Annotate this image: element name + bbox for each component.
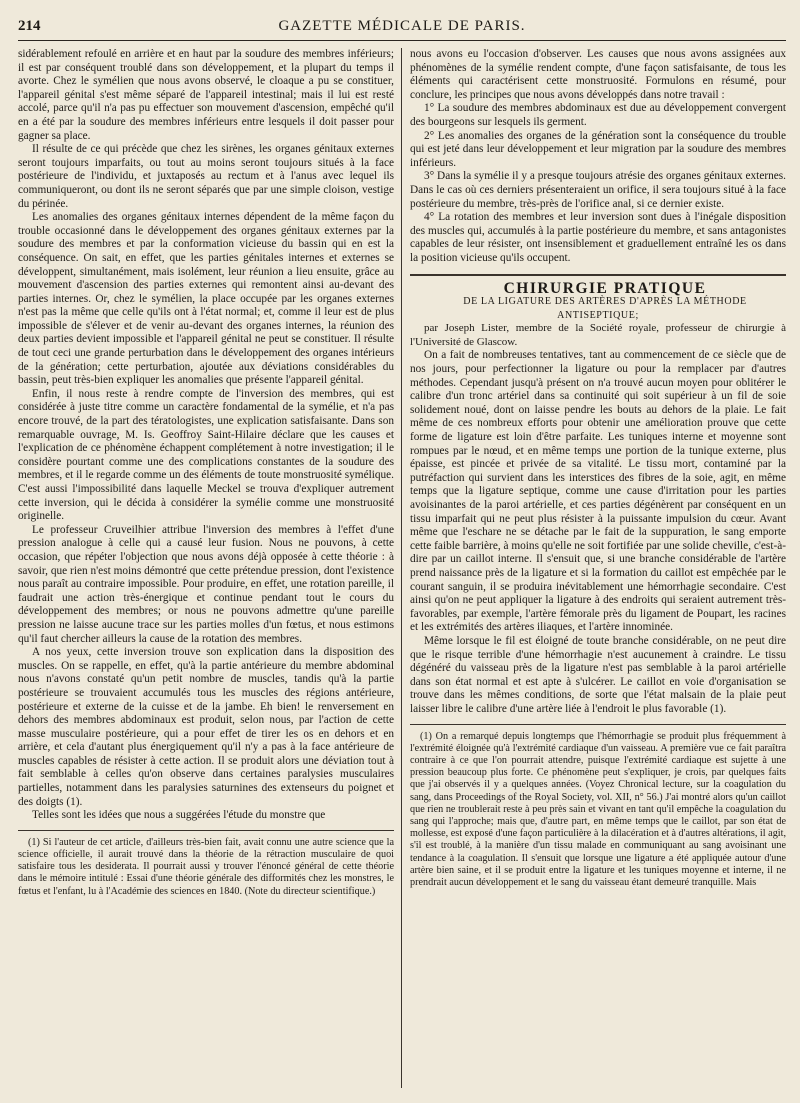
page-number: 214	[18, 18, 41, 34]
conclusions-list	[410, 102, 786, 265]
columns	[18, 48, 786, 1088]
conclusion-item: 3° Dans la symélie il y a presque toujours atrésie des organes génitaux externes. Dans le cas où ces derniers présenteraient un orifice, il sera toujours situé à la face postérieure du membre, très-près de l'orifice anal, si ce dernier existe.	[410, 170, 786, 210]
left-column	[18, 48, 394, 898]
conclusion-item: 1° La soudure des membres abdominaux est due au développement convergent des bourgeons sur lesquels ils germent.	[410, 102, 786, 128]
left-footnote-text: (1) Si l'auteur de cet article, d'ailleurs très-bien fait, avait connu une autre science que la science officielle, il aurait trouvé dans la théorie de la rétraction musculaire de quoi satisfaire tous les desiderata. Il pourrait aussi y trouver l'énoncé général de cette théorie dans le mémoire intitulé : Essai d'une théorie générale des difformités chez les monstres, le fœtus et l'enfant, lu à l'Académie des sciences en 1840. (Note du directeur scientifique.)	[18, 836, 394, 897]
article-paragraph-2: Même lorsque le fil est éloigné de toute branche considérable, on ne peut dire que le risque terrible d'une hémorrhagie n'est aucunement à craindre. Le tissu dégénéré du vaisseau près de la ligature n'est pas semblable à la paroi artérielle dans son état normal et est apte à s'ulcérer. Le caillot en voie d'organisation se trouve dans les mêmes conditions, de sorte que l'état malsain de la plaie peut laisser libre le calibre d'une artère liée à l'endroit le plus favorable (1).	[410, 634, 786, 715]
section-title: CHIRURGIE PRATIQUE	[503, 279, 707, 297]
newspaper-page	[18, 14, 786, 1094]
column-divider	[401, 48, 402, 1088]
right-footnote-text: (1) On a remarqué depuis longtemps que l'hémorrhagie se produit plus fréquemment à l'extrémité éloignée qu'à l'extrémité cardiaque d'un vaisseau. A première vue ce fait paraîtra contraire à ce que l'on pourrait attendre, puisque l'extrémité cardiaque est sujette à une pression beaucoup plus forte. Ce phénomène peut s'expliquer, je crois, par quelques faits que j'ai observés il y a quelques années. (Voyez Chronical lecture, sur la coagulation du sang, dans Proceedings of the Royal Society, vol. XII, n° 56.) J'ai montré alors qu'un caillot que rien ne troublerait reste à peu près sain et vivant en tant qu'il empêche la coagulation du sang qui l'approche; mais que, d'autre part, en même temps que le caillot, par son état de mollesse, est exposé d'une façon particulière à la dilacération et à d'autres altérations, il agit, s'il est troublé, à la manière d'un tissu malade en communiquant au sang avoisinant une tendance à la coagulation. Il s'ensuit que lorsque une ligature a été appliquée autour d'une artère bien saine, et il se produit entre la ligature et les tuniques moyenne et interne, il ne prendrait aucun développement et le sang du vaisseau étant demeuré tranquille. Mais	[410, 730, 786, 888]
footnote-rule	[410, 724, 786, 725]
publication-title: GAZETTE MÉDICALE DE PARIS.	[278, 18, 526, 34]
page-header	[18, 14, 786, 41]
article-subtitle: DE LA LIGATURE DES ARTÈRES D'APRÈS LA MÉTHODE ANTISEPTIQUE;	[463, 296, 747, 321]
left-paragraph-2: Il résulte de ce qui précède que chez les sirènes, les organes génitaux externes seront toujours imparfaits, ou tout au moins seront toujours situés à la face postérieure de l'individu, et juxtaposés au rectum et à l'anus avec lequel ils communiqueront, ou dont ils ne seront séparés que par une simple cloison, vestige du périnée.	[18, 143, 394, 210]
conclusion-item: 2° Les anomalies des organes de la génération sont la conséquence du trouble qui est jeté dans leur développement et leur migration par la soudure des membres inférieurs.	[410, 129, 786, 169]
right-column	[410, 48, 786, 889]
left-paragraph-6: A nos yeux, cette inversion trouve son explication dans la disposition des muscles. On se rappelle, en effet, qu'à la partie antérieure du membre abdominal nous n'avons constaté qu'un petit nombre de muscles, tandis qu'à la partie postérieure se trouvaient accumulés tous les muscles des régions antérieure, postérieure et externe de la cuisse et de la jambe. Eh bien! le renversement en dehors des membres abdominaux est produit, selon nous, par l'action de cette masse musculaire postérieure, qui a pour effet de tirer les os en dehors et en arrière, et cela d'autant plus énergiquement qu'il n'y a pas à la face antérieure de muscles capables de résister à cette action. Il se produit alors une déviation tout à fait semblable à celles qu'on observe dans certaines paralysies musculaires partielles, notamment dans les paralysies saturnines des extenseurs du poignet et des doigts (1).	[18, 646, 394, 808]
right-footnote	[410, 731, 786, 890]
left-paragraph-3: Les anomalies des organes génitaux internes dépendent de la même façon du trouble occasionné dans le développement des organes génitaux externes par la soudure des membres et par la conformation vicieuse du bassin qui en est la conséquence. On sait, en effet, que les parties génitales internes et externes se développent, simultanément, mais isolément, leur réunion a lieu ensuite, grâce au mouvement d'ascension des parties externes qui remontent ainsi au-devant des parties internes. Or, chez le symélien, la place occupée par les organes externes n'est pas la même que celle qu'ils ont à l'état normal; et, comme il leur est de plus impossible de s'élever et de venir au-devant des organes internes, la réunion des deux parties devient impossible et l'appareil génital ne peut se constituer. Il résulte de tout ceci une grande perturbation dans le développement des organes intérieurs de la génération; cette perturbation, ajoutée aux déviations considérables du bassin, peut très-bien expliquer les anomalies que présente l'appareil génital.	[18, 211, 394, 387]
left-paragraph-1: sidérablement refoulé en arrière et en haut par la soudure des membres inférieurs; il est par conséquent troublé dans son développement, et la plupart du temps il avorte. Chez le symélien que nous avons observé, le cloaque a pu se constituer, l'appareil génital s'est même séparé de l'appareil intestinal; mais il lui est resté accolé, parce qu'il n'a pas pu effectuer son mouvement d'ascension, empêché qu'il en a été par la soudure des membres inférieurs entre lesquels il doit passer pour gagner sa place.	[18, 48, 394, 142]
left-footnote	[18, 837, 394, 898]
article-paragraph-1: On a fait de nombreuses tentatives, tant au commencement de ce siècle que de nos jours, pour perfectionner la ligature ou pour la remplacer par d'autres méthodes. Cependant jusqu'à présent on n'a trouvé aucun moyen pour oblitérer le calibre d'un tronc artériel dans sa continuité qui soit supérieur à un fil de soie solidement noué, dont on laisse pendre les bouts au dehors de la plaie. Le fait même de ces nombreux efforts pour obtenir une amélioration prouve que cette forme de ligature est loin d'être parfaite. Les tuniques interne et moyenne sont rompues par le nœud, et en même temps une portion de la tunique externe, plus épaisse, est pincée et privée de sa vitalité. Le tissu mort, contaminé par la putréfaction qui survient dans les interstices des fibres de la soie, agit, en même temps que la ligature septique, comme une cause d'irritation pour les parties avoisinantes de la paroi artérielle, et ces parties dégénèrent par conséquent en un tissu imparfait qui ne peut plus résister à la puissante impulsion du cœur. Avant même que l'eschare ne se détache par le fait de la suppuration, le sang emporte cette faible barrière, à moins qu'elle ne soit fortifiée par une solide cheville, c'est-à-dire par un caillot interne. Il s'ensuit que, si une branche considérable de l'artère prend naissance près de la ligature et si la formation du caillot est empêchée par le courant sanguin, il se produira inévitablement une hémorrhagie secondaire. C'est ainsi qu'on ne peut appliquer la ligature à des endroits qui seraient autrement très-favorables, par exemple, l'artère fémorale près du ligament de Poupart, les racines et les extrémités des artères iliaques, et l'artère innominée.	[410, 349, 786, 634]
article-byline: par Joseph Lister, membre de la Société royale, professeur de chirurgie à l'Université de Glascow.	[410, 322, 786, 348]
section-rule	[410, 274, 786, 276]
right-intro: nous avons eu l'occasion d'observer. Les causes que nous avons assignées aux phénomènes de la symélie rendent compte, d'une façon satisfaisante, de tous les éléments qui caractérisent cette monstruosité. Formulons en résumé, pour conclure, les principes que nous avons développés dans notre travail :	[410, 48, 786, 101]
conclusion-item: 4° La rotation des membres et leur inversion sont dues à l'inégale disposition des muscles qui, accumulés à la partie postérieure du membre, et sans antagonistes capables de leur résister, ont insensiblement et graduellement entraîné les os dans la position vicieuse qu'ils occupent.	[410, 211, 786, 264]
left-paragraph-4: Enfin, il nous reste à rendre compte de l'inversion des membres, qui est considérée à juste titre comme un caractère fondamental de la symélie, et n'a pas encore trouvé, de la part des tératologistes, une explication satisfaisante. Dans son remarquable ouvrage, M. Is. Geoffroy Saint-Hilaire déclare que les causes et l'explication de ce phénomène échappent complétement à notre investigation; il le considère pourtant comme une des complications constantes de la soudure des membres, et il le regarde comme un des éléments de toute monstruosité symélique. C'est aussi l'impossibilité dans laquelle Meckel se trouva d'expliquer autrement cette inversion, qui le décida à considérer la symélie comme une monstruosité originelle.	[18, 387, 394, 523]
left-paragraph-5: Le professeur Cruveilhier attribue l'inversion des membres à l'effet d'une pression analogue à celle qui a causé leur fusion. Nous ne pouvons, à cette occasion, que répéter l'objection que nous avons déjà opposée à cette théorie : à savoir, que rien n'est moins démontré que cette prétendue pression, dont l'existence nous paraît au contraire impossible. Pour produire, en effet, une rotation pareille, il faudrait une action très-énergique et continue pendant tout le cours du développement des membres; or nous ne pouvons admettre qu'une pareille pression ne laisse aucune trace sur les parties molles d'un fœtus, et nous estimons qu'il faut chercher ailleurs la cause de la rotation des membres.	[18, 523, 394, 645]
left-paragraph-7: Telles sont les idées que nous a suggérées l'étude du monstre que	[32, 809, 326, 822]
footnote-rule	[18, 830, 394, 831]
